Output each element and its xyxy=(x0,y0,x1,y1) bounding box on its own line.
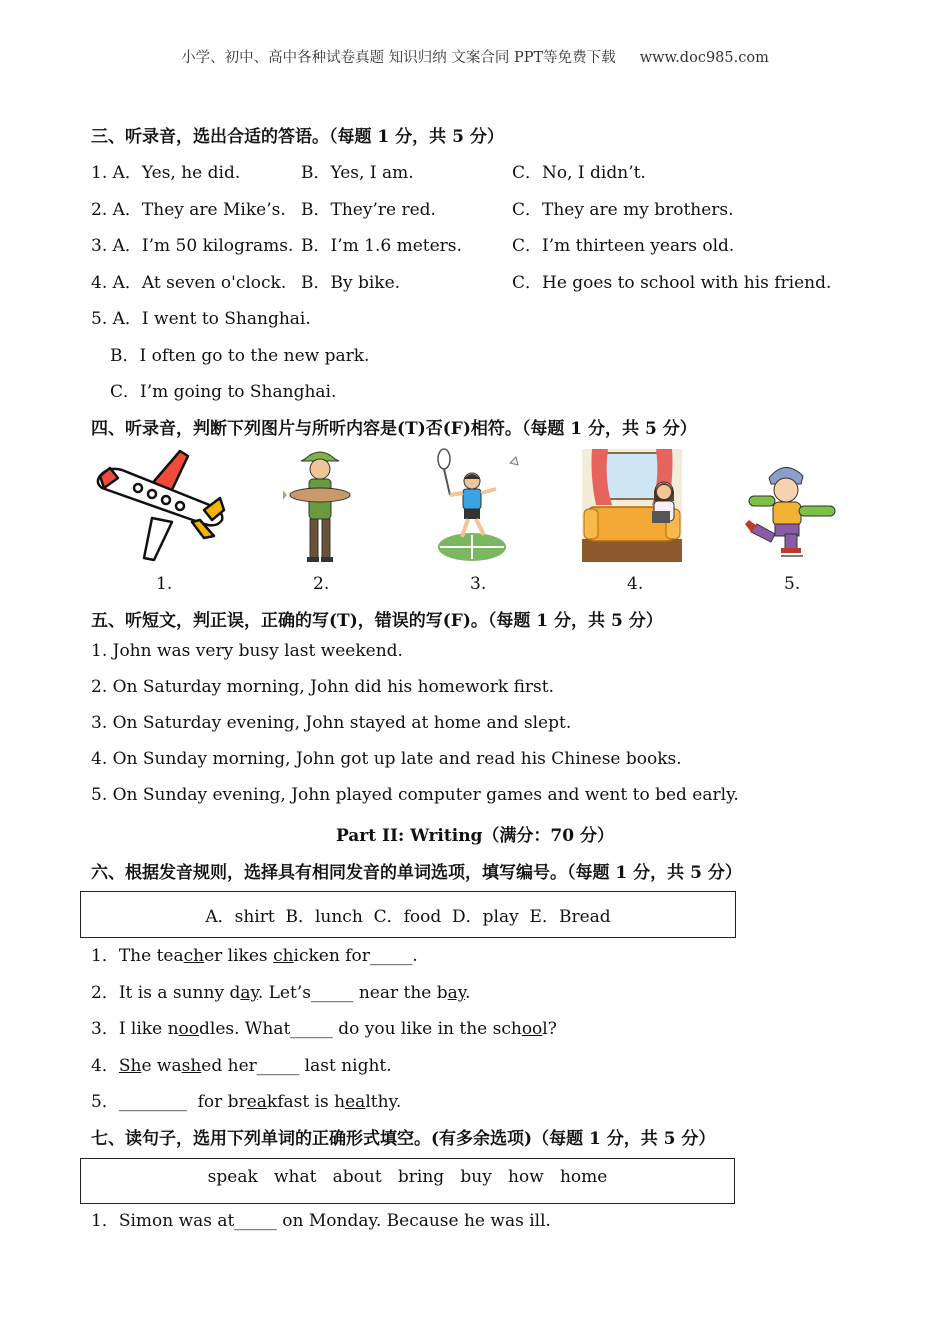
options-box xyxy=(80,891,736,938)
section-4-title: 四、听录音，判断下列图片与所听内容是(T)否(F)相符。（每题 1 分，共 5 分） xyxy=(91,419,697,439)
q3-5-option-a: 5. A．I went to Shanghai. xyxy=(91,309,311,329)
q3-5-option-b: B．I often go to the new park. xyxy=(110,346,370,366)
text-part: 1．The tea xyxy=(91,946,184,966)
word-bank-text: speak what about bring buy how home xyxy=(207,1167,608,1187)
statement-item: 2. On Saturday morning, John did his homework first. xyxy=(91,677,555,697)
q3-4-option-a: 4. A．At seven o'clock. xyxy=(91,273,287,293)
part-2-title: Part II: Writing（满分：70 分） xyxy=(335,826,615,846)
text-part: dles. What_____ do you like in the sch xyxy=(199,1019,522,1039)
text-part: e wa xyxy=(141,1056,182,1076)
text-part: kfast is h xyxy=(266,1092,346,1112)
text-part: lthy. xyxy=(365,1092,402,1112)
statement-item: 5. On Sunday evening, John played computer games and went to bed early. xyxy=(91,785,739,805)
section-7-title: 七、读句子，选用下列单词的正确形式填空。(有多余选项)（每题 1 分，共 5 分） xyxy=(91,1129,716,1149)
q3-4-option-c: C．He goes to school with his friend. xyxy=(512,273,832,293)
section-5-title: 五、听短文，判正误，正确的写(T)，错误的写(F)。（每题 1 分，共 5 分） xyxy=(91,611,663,631)
picture-number: 1. xyxy=(156,574,173,594)
phonics-question-5 xyxy=(91,1087,401,1112)
picture-number: 5. xyxy=(784,574,801,594)
q3-3-option-b: B．I’m 1.6 meters. xyxy=(301,236,462,256)
underlined-sound: ch xyxy=(273,946,294,966)
underlined-sound: oo xyxy=(521,1019,543,1039)
text-part: . Let’s_____ near the b xyxy=(257,983,448,1003)
text-part: 3．I like n xyxy=(91,1019,179,1039)
text-part: . xyxy=(465,983,471,1003)
q3-2-option-a: 2. A．They are Mike’s. xyxy=(91,200,286,220)
text-part: ed her_____ last night. xyxy=(201,1056,392,1076)
living-room-girl-picture xyxy=(582,449,682,562)
header-text: 小学、初中、高中各种试卷真题 知识归纳 文案合同 PPT等免费下载 xyxy=(181,50,616,66)
phonics-question-4 xyxy=(91,1051,392,1076)
picture-number: 3. xyxy=(470,574,487,594)
phonics-question-2 xyxy=(91,978,471,1003)
q3-2-option-c: C．They are my brothers. xyxy=(512,200,734,220)
word-bank-box xyxy=(80,1158,735,1204)
phonics-question-1 xyxy=(91,941,418,966)
airplane-picture xyxy=(92,448,227,563)
picture-number: 4. xyxy=(627,574,644,594)
underlined-sound: ay xyxy=(240,983,258,1003)
underlined-sound: ea xyxy=(246,1092,267,1112)
phonics-question-3 xyxy=(91,1014,557,1039)
badminton-boy-picture xyxy=(430,447,520,565)
underlined-sound: ay xyxy=(447,983,466,1003)
text-part: er likes xyxy=(204,946,274,966)
q3-4-option-b: B．By bike. xyxy=(301,273,401,293)
ice-skating-child-picture xyxy=(745,458,840,558)
options-text: A．shirt B．lunch C．food D．play E．Bread xyxy=(205,907,611,927)
picture-number: 2. xyxy=(313,574,330,594)
q3-1-option-c: C．No, I didn’t. xyxy=(512,163,646,183)
text-part: 2．It is a sunny d xyxy=(91,983,241,1003)
q3-5-option-c: C．I’m going to Shanghai. xyxy=(110,382,337,402)
text-part: l? xyxy=(542,1019,557,1039)
section-6-title: 六、根据发音规则，选择具有相同发音的单词选项，填写编号。（每题 1 分，共 5 分） xyxy=(91,863,742,883)
text-part: 4． xyxy=(91,1056,119,1076)
q3-3-option-c: C．I’m thirteen years old. xyxy=(512,236,735,256)
page-header xyxy=(0,46,950,67)
man-with-fish-picture xyxy=(283,445,358,565)
statement-item: 1. John was very busy last weekend. xyxy=(91,641,403,661)
text-part: icken for_____. xyxy=(293,946,418,966)
q3-1-option-b: B．Yes, I am. xyxy=(301,163,414,183)
section-3-title: 三、听录音，选出合适的答语。（每题 1 分，共 5 分） xyxy=(91,127,504,147)
header-url: www.doc985.com xyxy=(639,50,769,66)
underlined-sound: ch xyxy=(183,946,205,966)
statement-item: 4. On Sunday morning, John got up late and read his Chinese books. xyxy=(91,749,682,769)
underlined-sound: sh xyxy=(181,1056,202,1076)
fill-in-question-1: 1．Simon was at_____ on Monday. Because he was ill. xyxy=(91,1211,551,1231)
q3-1-option-a: 1. A．Yes, he did. xyxy=(91,163,241,183)
underlined-sound: Sh xyxy=(118,1056,142,1076)
underlined-sound: oo xyxy=(178,1019,200,1039)
q3-3-option-a: 3. A．I’m 50 kilograms. xyxy=(91,236,294,256)
underlined-sound: ea xyxy=(345,1092,366,1112)
statement-item: 3. On Saturday evening, John stayed at home and slept. xyxy=(91,713,572,733)
q3-2-option-b: B．They’re red. xyxy=(301,200,436,220)
text-part: 5．________ for br xyxy=(91,1092,247,1112)
